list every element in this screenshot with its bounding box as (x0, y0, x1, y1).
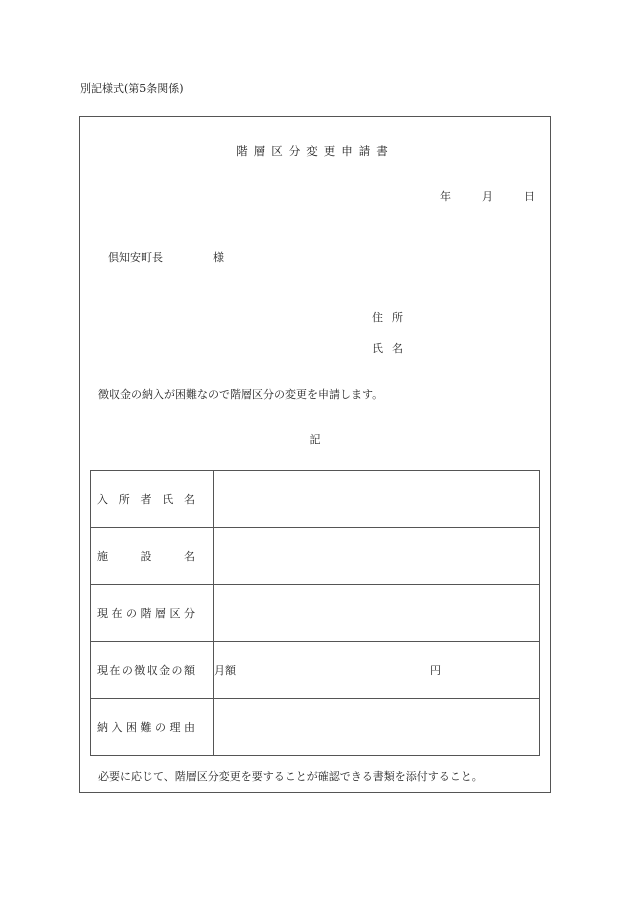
payment-difficulty-reason-field[interactable] (214, 699, 540, 756)
current-fee-label: 現 在 の 徴 収 金 の 額 (97, 664, 195, 677)
facility-name-field[interactable] (214, 528, 540, 585)
payment-difficulty-reason-label: 納 入 困 難 の 理 由 (97, 721, 195, 734)
row-label-cell (91, 471, 214, 528)
application-statement: 徴収金の納入が困難なので階層区分の変更を申請します。 (98, 388, 384, 401)
ki-heading: 記 (309, 433, 321, 446)
document-title: 階層区分変更申請書 (236, 144, 394, 158)
row-label-cell (91, 585, 214, 642)
table-row (91, 699, 540, 756)
attachment-note: 必要に応じて、階層区分変更を要することが確認できる書類を添付すること。 (98, 770, 483, 783)
name-label: 氏名 (372, 342, 412, 355)
current-tier-field[interactable] (214, 585, 540, 642)
addressee: 倶知安町長 (108, 251, 163, 264)
address-label: 住所 (372, 311, 412, 324)
yen-unit: 円 (430, 664, 441, 677)
table-row (91, 528, 540, 585)
resident-name-field[interactable] (214, 471, 540, 528)
form-reference: 別記様式(第5条関係) (80, 82, 184, 95)
row-label-cell (91, 642, 214, 699)
row-label-cell (91, 699, 214, 756)
table-row (91, 642, 540, 699)
row-label-cell (91, 528, 214, 585)
honorific: 様 (213, 251, 224, 264)
date-line (440, 188, 535, 204)
table-row (91, 585, 540, 642)
current-fee-field[interactable] (214, 642, 540, 699)
year-label: 年 (440, 190, 451, 203)
month-label: 月 (482, 190, 493, 203)
detail-table (90, 470, 540, 756)
current-tier-label: 現 在 の 階 層 区 分 (97, 607, 195, 620)
table-row (91, 471, 540, 528)
resident-name-label: 入 所 者 氏 名 (97, 493, 195, 506)
facility-name-label: 施 設 名 (97, 550, 195, 563)
day-label: 日 (524, 190, 535, 203)
monthly-amount-label: 月額 (214, 664, 236, 677)
